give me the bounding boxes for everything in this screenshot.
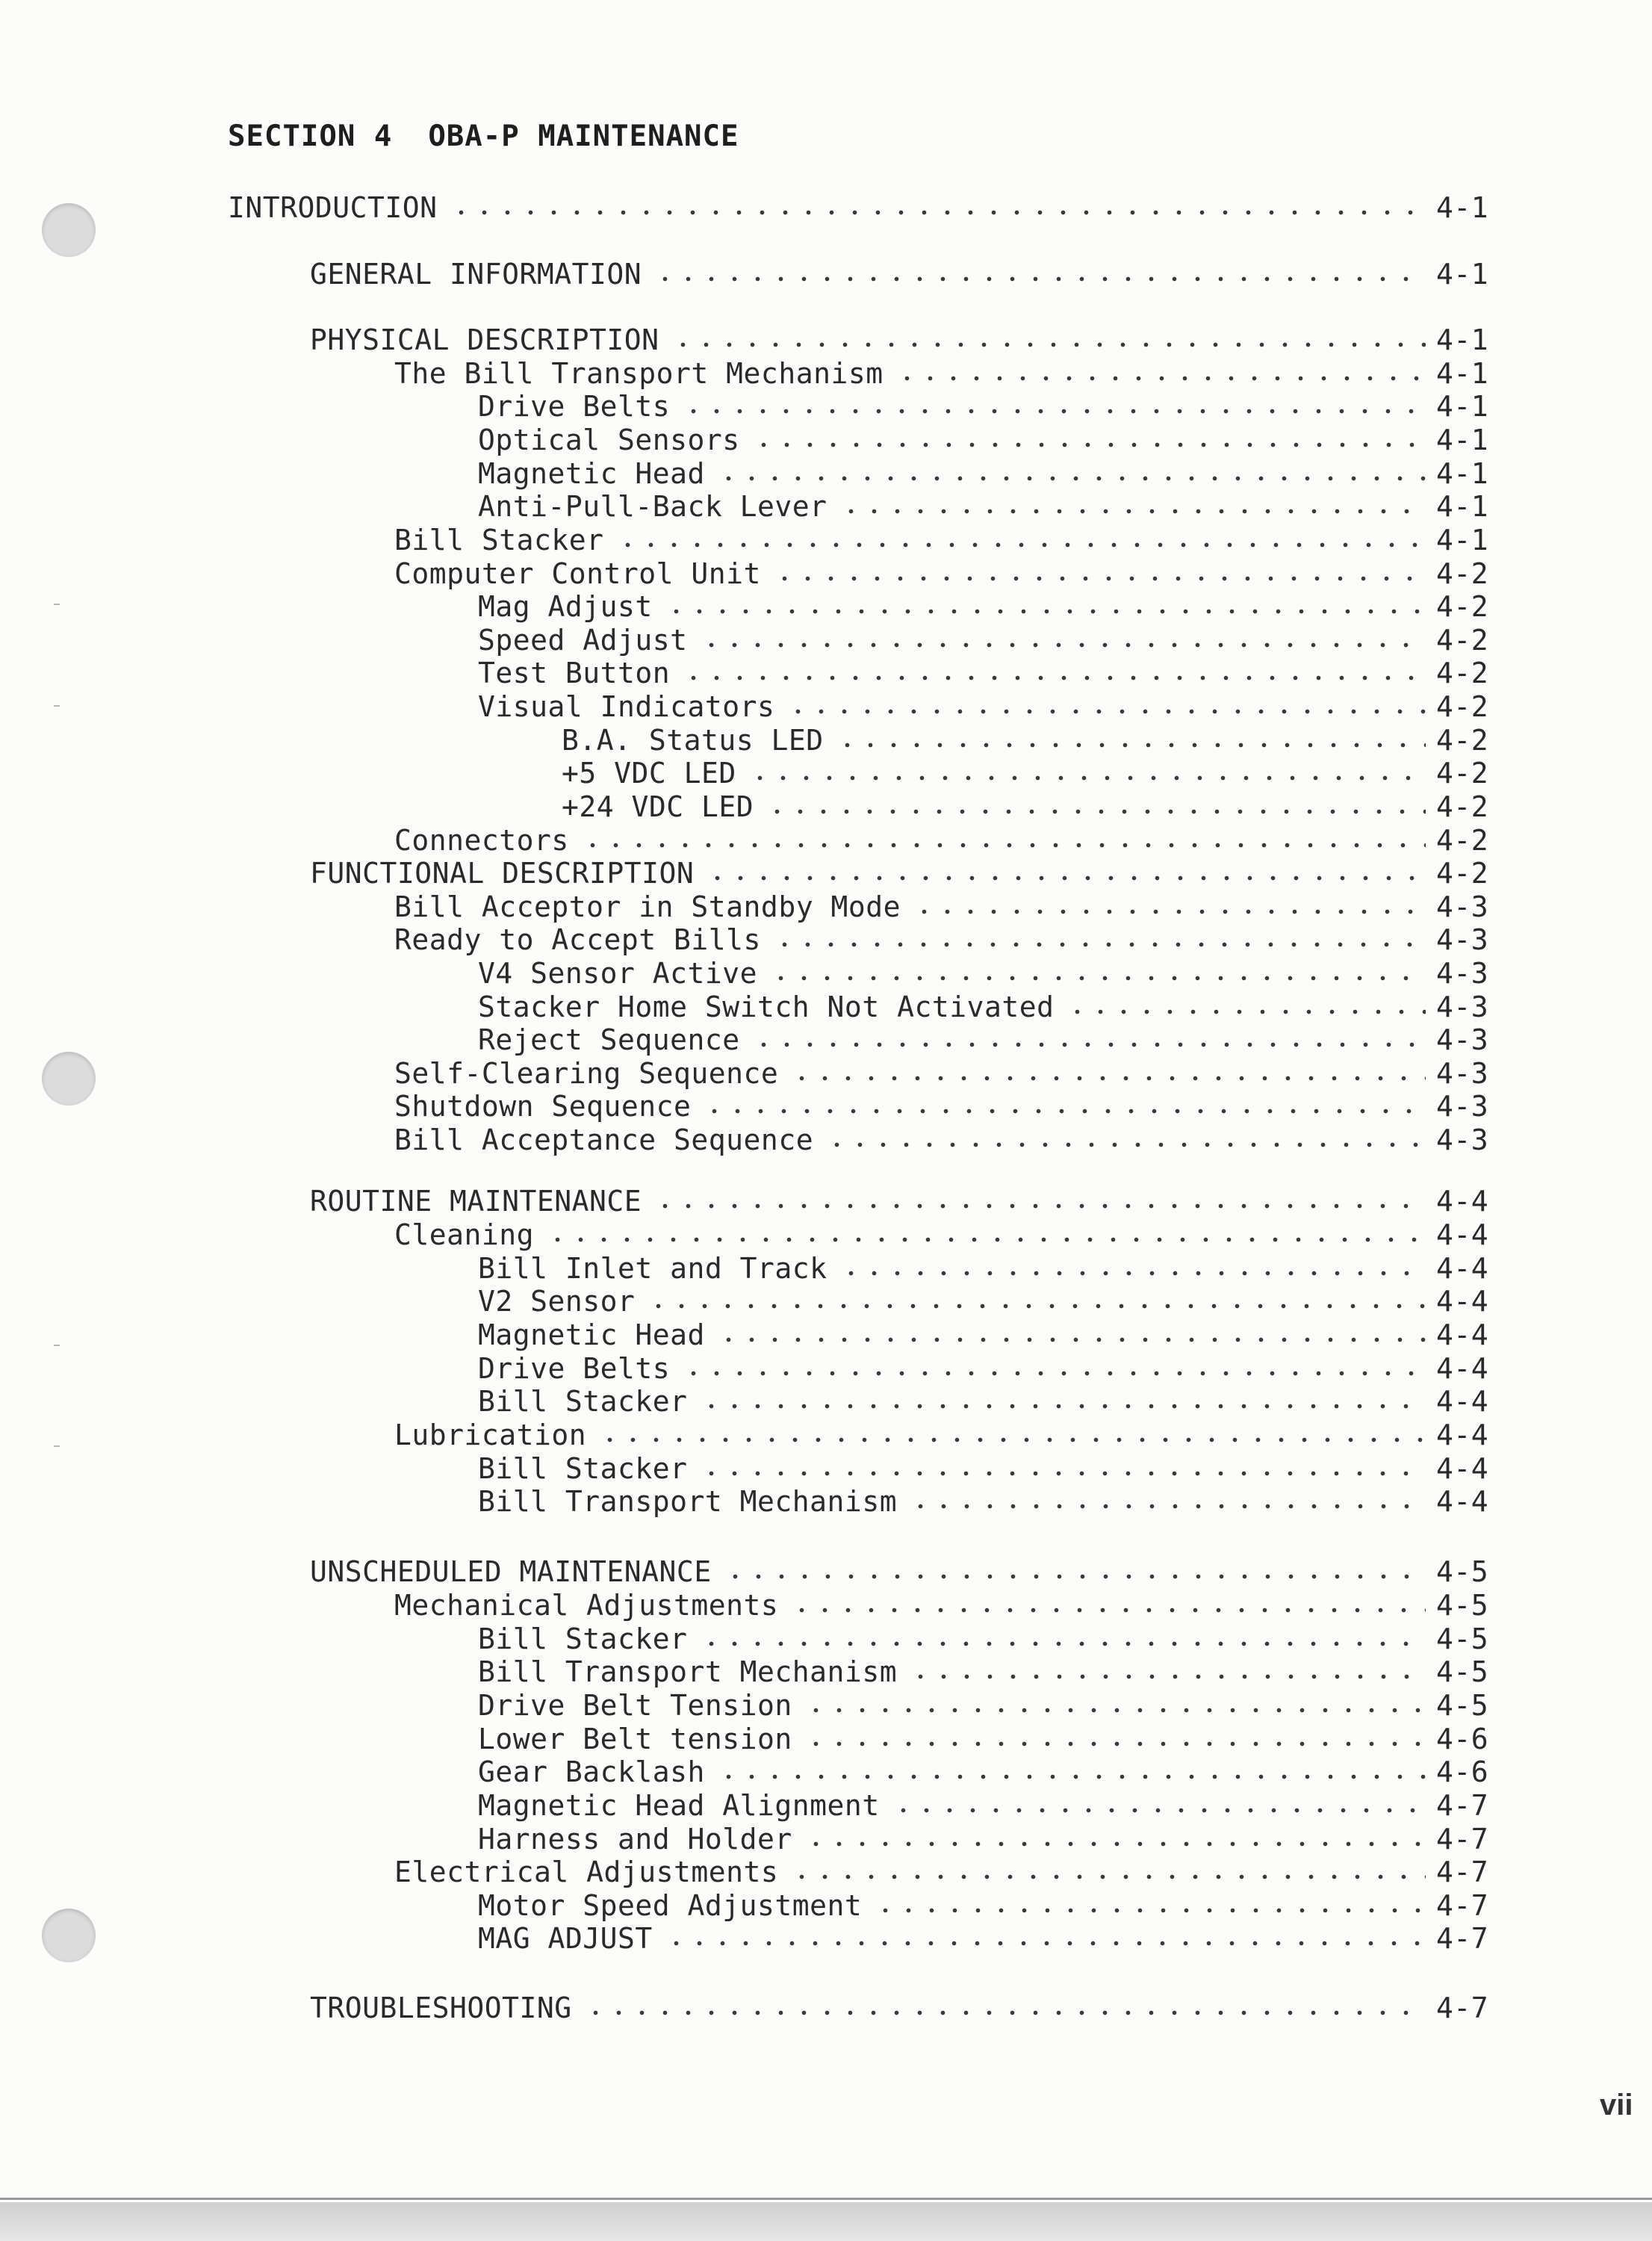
toc-entry bbox=[478, 1352, 1490, 1385]
toc-entry-page: 4-2 bbox=[1436, 657, 1489, 689]
toc-entry-title: V4 Sensor Active bbox=[478, 957, 758, 990]
dot-leader bbox=[773, 562, 1426, 590]
toc-entry-title: Visual Indicators bbox=[478, 690, 775, 723]
dot-leader bbox=[804, 1693, 1426, 1722]
toc-entry-page: 4-2 bbox=[1436, 757, 1489, 790]
toc-entry-title: PHYSICAL DESCRIPTION bbox=[310, 323, 659, 356]
toc-entry-page: 4-4 bbox=[1436, 1485, 1489, 1518]
toc-entry-title: Harness and Holder bbox=[478, 1823, 792, 1856]
dot-leader bbox=[752, 1028, 1426, 1056]
toc-entry-page: 4-2 bbox=[1436, 690, 1489, 723]
toc-entry bbox=[478, 1789, 1490, 1822]
dot-leader bbox=[724, 1560, 1426, 1588]
toc-entry-page: 4-4 bbox=[1436, 1385, 1489, 1418]
toc-entry-title: Magnetic Head Alignment bbox=[478, 1789, 880, 1822]
toc-entry-page: 4-2 bbox=[1436, 590, 1489, 623]
toc-entry bbox=[562, 790, 1490, 823]
scan-edge bbox=[0, 2202, 1652, 2241]
dot-leader bbox=[790, 1593, 1426, 1622]
toc-entry-title: Mechanical Adjustments bbox=[394, 1589, 779, 1622]
toc-entry-title: ROUTINE MAINTENANCE bbox=[310, 1185, 642, 1218]
toc-entry bbox=[478, 590, 1490, 623]
dot-leader bbox=[790, 1061, 1426, 1090]
toc-entry-page: 4-4 bbox=[1436, 1218, 1489, 1251]
toc-entry-title: Self-Clearing Sequence bbox=[394, 1057, 779, 1090]
toc-entry bbox=[478, 1023, 1490, 1056]
binder-hole-bottom bbox=[42, 1909, 96, 1962]
toc-entry-title: Anti-Pull-Back Lever bbox=[478, 490, 827, 523]
toc-entry bbox=[310, 1185, 1490, 1218]
toc-entry-title: Bill Stacker bbox=[478, 1622, 688, 1655]
toc-entry-title: Drive Belts bbox=[478, 1352, 671, 1385]
toc-entry bbox=[478, 1485, 1490, 1518]
toc-entry-title: Bill Stacker bbox=[394, 524, 604, 557]
toc-entry-page: 4-1 bbox=[1436, 357, 1489, 390]
toc-entry-page: 4-2 bbox=[1436, 557, 1489, 590]
dot-leader bbox=[581, 828, 1426, 857]
toc-entry-title: FUNCTIONAL DESCRIPTION bbox=[310, 857, 695, 890]
toc-entry bbox=[394, 923, 1490, 956]
toc-entry-title: Lubrication bbox=[394, 1419, 587, 1451]
toc-entry bbox=[478, 1655, 1490, 1688]
toc-entry bbox=[562, 757, 1490, 790]
toc-entry bbox=[478, 1385, 1490, 1418]
dot-leader bbox=[717, 1323, 1426, 1351]
toc-entry-page: 4-3 bbox=[1436, 1123, 1489, 1156]
toc-entry bbox=[478, 690, 1490, 723]
toc-entry-title: Optical Sensors bbox=[478, 424, 740, 456]
toc-entry bbox=[394, 1057, 1490, 1090]
toc-entry-page: 4-1 bbox=[1436, 490, 1489, 523]
toc-entry bbox=[478, 624, 1490, 657]
dot-leader bbox=[752, 428, 1426, 456]
toc-entry-title: B.A. Status LED bbox=[562, 724, 824, 757]
toc-entry bbox=[394, 824, 1490, 857]
toc-entry bbox=[478, 657, 1490, 689]
dot-leader bbox=[546, 1223, 1426, 1251]
toc-entry bbox=[310, 857, 1490, 890]
dot-leader bbox=[1066, 995, 1426, 1023]
toc-entry-title: GENERAL INFORMATION bbox=[310, 258, 642, 291]
toc-entry bbox=[228, 191, 1490, 224]
toc-entry bbox=[394, 1589, 1490, 1622]
dot-leader bbox=[665, 595, 1426, 623]
toc-entry bbox=[478, 1922, 1490, 1955]
margin-mark bbox=[54, 604, 60, 605]
toc-entry-page: 4-2 bbox=[1436, 724, 1489, 757]
dot-leader bbox=[769, 961, 1426, 990]
dot-leader bbox=[766, 795, 1426, 823]
toc-entry-page: 4-1 bbox=[1436, 323, 1489, 356]
toc-entry-page: 4-2 bbox=[1436, 624, 1489, 657]
dot-leader bbox=[616, 528, 1426, 557]
section-heading bbox=[228, 120, 739, 153]
toc-entry bbox=[394, 890, 1490, 923]
toc-entry-page: 4-6 bbox=[1436, 1723, 1489, 1755]
toc-entry bbox=[394, 1856, 1490, 1888]
toc-entry-page: 4-4 bbox=[1436, 1452, 1489, 1485]
toc-entry-page: 4-7 bbox=[1436, 1789, 1489, 1822]
toc-entry-title: V2 Sensor bbox=[478, 1285, 636, 1318]
toc-entry-page: 4-2 bbox=[1436, 790, 1489, 823]
dot-leader bbox=[653, 262, 1426, 291]
toc-entry bbox=[310, 1992, 1490, 2024]
toc-entry-page: 4-1 bbox=[1436, 457, 1489, 490]
toc-entry-page: 4-7 bbox=[1436, 1889, 1489, 1922]
toc-entry-page: 4-1 bbox=[1436, 524, 1489, 557]
toc-entry-title: MAG ADJUST bbox=[478, 1922, 653, 1955]
toc-entry-title: Speed Adjust bbox=[478, 624, 688, 657]
toc-entry-title: Bill Inlet and Track bbox=[478, 1252, 827, 1285]
toc-entry-page: 4-4 bbox=[1436, 1185, 1489, 1218]
toc-entry bbox=[478, 1889, 1490, 1922]
toc-entry-page: 4-4 bbox=[1436, 1318, 1489, 1351]
dot-leader bbox=[584, 1996, 1426, 2024]
margin-mark bbox=[54, 1345, 60, 1346]
toc-entry-page: 4-3 bbox=[1436, 1023, 1489, 1056]
toc-entry-title: Bill Acceptance Sequence bbox=[394, 1123, 814, 1156]
toc-entry-page: 4-4 bbox=[1436, 1419, 1489, 1451]
toc-entry-title: Bill Stacker bbox=[478, 1452, 688, 1485]
toc-entry bbox=[478, 1622, 1490, 1655]
toc-entry bbox=[310, 258, 1490, 291]
toc-entry-title: Bill Transport Mechanism bbox=[478, 1485, 898, 1518]
toc-entry-page: 4-4 bbox=[1436, 1252, 1489, 1285]
toc-entry-title: Magnetic Head bbox=[478, 1318, 705, 1351]
toc-entry-title: Reject Sequence bbox=[478, 1023, 740, 1056]
toc-entry-page: 4-4 bbox=[1436, 1352, 1489, 1385]
toc-entry-title: Bill Stacker bbox=[478, 1385, 688, 1418]
binder-hole-top bbox=[42, 203, 96, 257]
dot-leader bbox=[804, 1727, 1426, 1755]
toc-entry-title: TROUBLESHOOTING bbox=[310, 1992, 572, 2024]
toc-entry-title: Mag Adjust bbox=[478, 590, 653, 623]
dot-leader bbox=[909, 1490, 1426, 1518]
toc-entry bbox=[478, 390, 1490, 423]
dot-leader bbox=[892, 1794, 1426, 1822]
page-number: vii bbox=[1600, 2089, 1633, 2121]
toc-entry-title: Connectors bbox=[394, 824, 569, 857]
dot-leader bbox=[665, 1927, 1426, 1955]
dot-leader bbox=[839, 1256, 1426, 1285]
dot-leader bbox=[700, 1389, 1426, 1418]
toc-entry bbox=[478, 1823, 1490, 1856]
toc-entry bbox=[394, 1090, 1490, 1123]
toc-entry-page: 4-4 bbox=[1436, 1285, 1489, 1318]
dot-leader bbox=[825, 1128, 1426, 1156]
toc-entry-page: 4-3 bbox=[1436, 991, 1489, 1023]
dot-leader bbox=[748, 761, 1426, 790]
toc-entry-title: Lower Belt tension bbox=[478, 1723, 792, 1755]
dot-leader bbox=[700, 1457, 1426, 1485]
dot-leader bbox=[836, 728, 1426, 757]
toc-entry bbox=[310, 323, 1490, 356]
toc-entry bbox=[394, 357, 1490, 390]
toc-entry bbox=[478, 1285, 1490, 1318]
dot-leader bbox=[913, 895, 1426, 923]
toc-entry bbox=[394, 1123, 1490, 1156]
toc-entry-page: 4-5 bbox=[1436, 1655, 1489, 1688]
dot-leader bbox=[682, 394, 1426, 423]
toc-entry bbox=[478, 957, 1490, 990]
toc-entry-title: Cleaning bbox=[394, 1218, 535, 1251]
toc-entry bbox=[478, 1452, 1490, 1485]
toc-entry-title: +24 VDC LED bbox=[562, 790, 754, 823]
dot-leader bbox=[895, 362, 1426, 390]
toc-entry-page: 4-1 bbox=[1436, 191, 1489, 224]
toc-entry-title: Ready to Accept Bills bbox=[394, 923, 761, 956]
toc-entry-page: 4-3 bbox=[1436, 957, 1489, 990]
toc-entry-title: Stacker Home Switch Not Activated bbox=[478, 991, 1055, 1023]
toc-entry bbox=[478, 424, 1490, 456]
toc-entry bbox=[562, 724, 1490, 757]
toc-entry-page: 4-1 bbox=[1436, 258, 1489, 291]
dot-leader bbox=[874, 1894, 1426, 1922]
toc-entry bbox=[394, 557, 1490, 590]
toc-entry-title: Bill Acceptor in Standby Mode bbox=[394, 890, 901, 923]
toc-entry bbox=[478, 1252, 1490, 1285]
toc-entry-page: 4-7 bbox=[1436, 1992, 1489, 2024]
dot-leader bbox=[839, 495, 1426, 523]
dot-leader bbox=[717, 1760, 1426, 1788]
toc-entry-page: 4-1 bbox=[1436, 424, 1489, 456]
toc-entry-page: 4-7 bbox=[1436, 1856, 1489, 1888]
dot-leader bbox=[450, 196, 1426, 224]
toc-entry bbox=[478, 1755, 1490, 1788]
section-title: OBA-P MAINTENANCE bbox=[428, 120, 739, 153]
toc-entry-title: Bill Transport Mechanism bbox=[478, 1655, 898, 1688]
toc-entry-page: 4-5 bbox=[1436, 1589, 1489, 1622]
toc-entry-page: 4-5 bbox=[1436, 1555, 1489, 1588]
toc-entry-title: Motor Speed Adjustment bbox=[478, 1889, 863, 1922]
dot-leader bbox=[647, 1289, 1426, 1318]
toc-entry-page: 4-2 bbox=[1436, 857, 1489, 890]
dot-leader bbox=[700, 1627, 1426, 1655]
toc-entry-page: 4-7 bbox=[1436, 1823, 1489, 1856]
binder-hole-middle bbox=[42, 1052, 96, 1106]
dot-leader bbox=[786, 695, 1426, 723]
dot-leader bbox=[700, 628, 1426, 657]
dot-leader bbox=[804, 1827, 1426, 1856]
dot-leader bbox=[671, 328, 1426, 356]
toc-entry-title: INTRODUCTION bbox=[228, 191, 438, 224]
toc-entry-page: 4-3 bbox=[1436, 1057, 1489, 1090]
toc-entry-title: Drive Belts bbox=[478, 390, 671, 423]
toc-entry bbox=[478, 457, 1490, 490]
section-number: SECTION 4 bbox=[228, 120, 393, 153]
dot-leader bbox=[598, 1423, 1426, 1451]
toc-entry-title: Electrical Adjustments bbox=[394, 1856, 779, 1888]
toc-entry bbox=[478, 1689, 1490, 1722]
toc-entry bbox=[478, 1723, 1490, 1755]
toc-entry-title: Computer Control Unit bbox=[394, 557, 761, 590]
toc-entry-page: 4-5 bbox=[1436, 1622, 1489, 1655]
dot-leader bbox=[703, 1094, 1426, 1123]
toc-entry-title: Test Button bbox=[478, 657, 671, 689]
toc-entry-page: 4-2 bbox=[1436, 824, 1489, 857]
toc-entry bbox=[478, 490, 1490, 523]
bottom-rule bbox=[0, 2198, 1652, 2200]
toc-entry bbox=[310, 1555, 1490, 1588]
toc-entry-title: Magnetic Head bbox=[478, 457, 705, 490]
toc-entry-page: 4-1 bbox=[1436, 390, 1489, 423]
dot-leader bbox=[717, 462, 1426, 490]
toc-entry-title: Gear Backlash bbox=[478, 1755, 705, 1788]
dot-leader bbox=[773, 928, 1426, 956]
toc-entry bbox=[394, 1419, 1490, 1451]
toc-entry-title: Drive Belt Tension bbox=[478, 1689, 792, 1722]
toc-entry-title: UNSCHEDULED MAINTENANCE bbox=[310, 1555, 712, 1588]
toc-entry bbox=[394, 1218, 1490, 1251]
dot-leader bbox=[706, 861, 1426, 890]
dot-leader bbox=[682, 661, 1426, 689]
margin-mark bbox=[54, 1445, 60, 1447]
dot-leader bbox=[682, 1357, 1426, 1385]
toc-entry bbox=[478, 991, 1490, 1023]
toc-entry-page: 4-3 bbox=[1436, 890, 1489, 923]
dot-leader bbox=[909, 1660, 1426, 1688]
toc-entry-page: 4-3 bbox=[1436, 1090, 1489, 1123]
toc-entry-title: +5 VDC LED bbox=[562, 757, 736, 790]
toc-entry-page: 4-6 bbox=[1436, 1755, 1489, 1788]
toc-entry-title: Shutdown Sequence bbox=[394, 1090, 692, 1123]
toc-entry-page: 4-7 bbox=[1436, 1922, 1489, 1955]
toc-entry-page: 4-5 bbox=[1436, 1689, 1489, 1722]
toc-entry bbox=[478, 1318, 1490, 1351]
toc-entry bbox=[394, 524, 1490, 557]
margin-mark bbox=[54, 705, 60, 707]
toc-entry-page: 4-3 bbox=[1436, 923, 1489, 956]
toc-entry-title: The Bill Transport Mechanism bbox=[394, 357, 884, 390]
dot-leader bbox=[790, 1860, 1426, 1888]
dot-leader bbox=[653, 1189, 1426, 1218]
